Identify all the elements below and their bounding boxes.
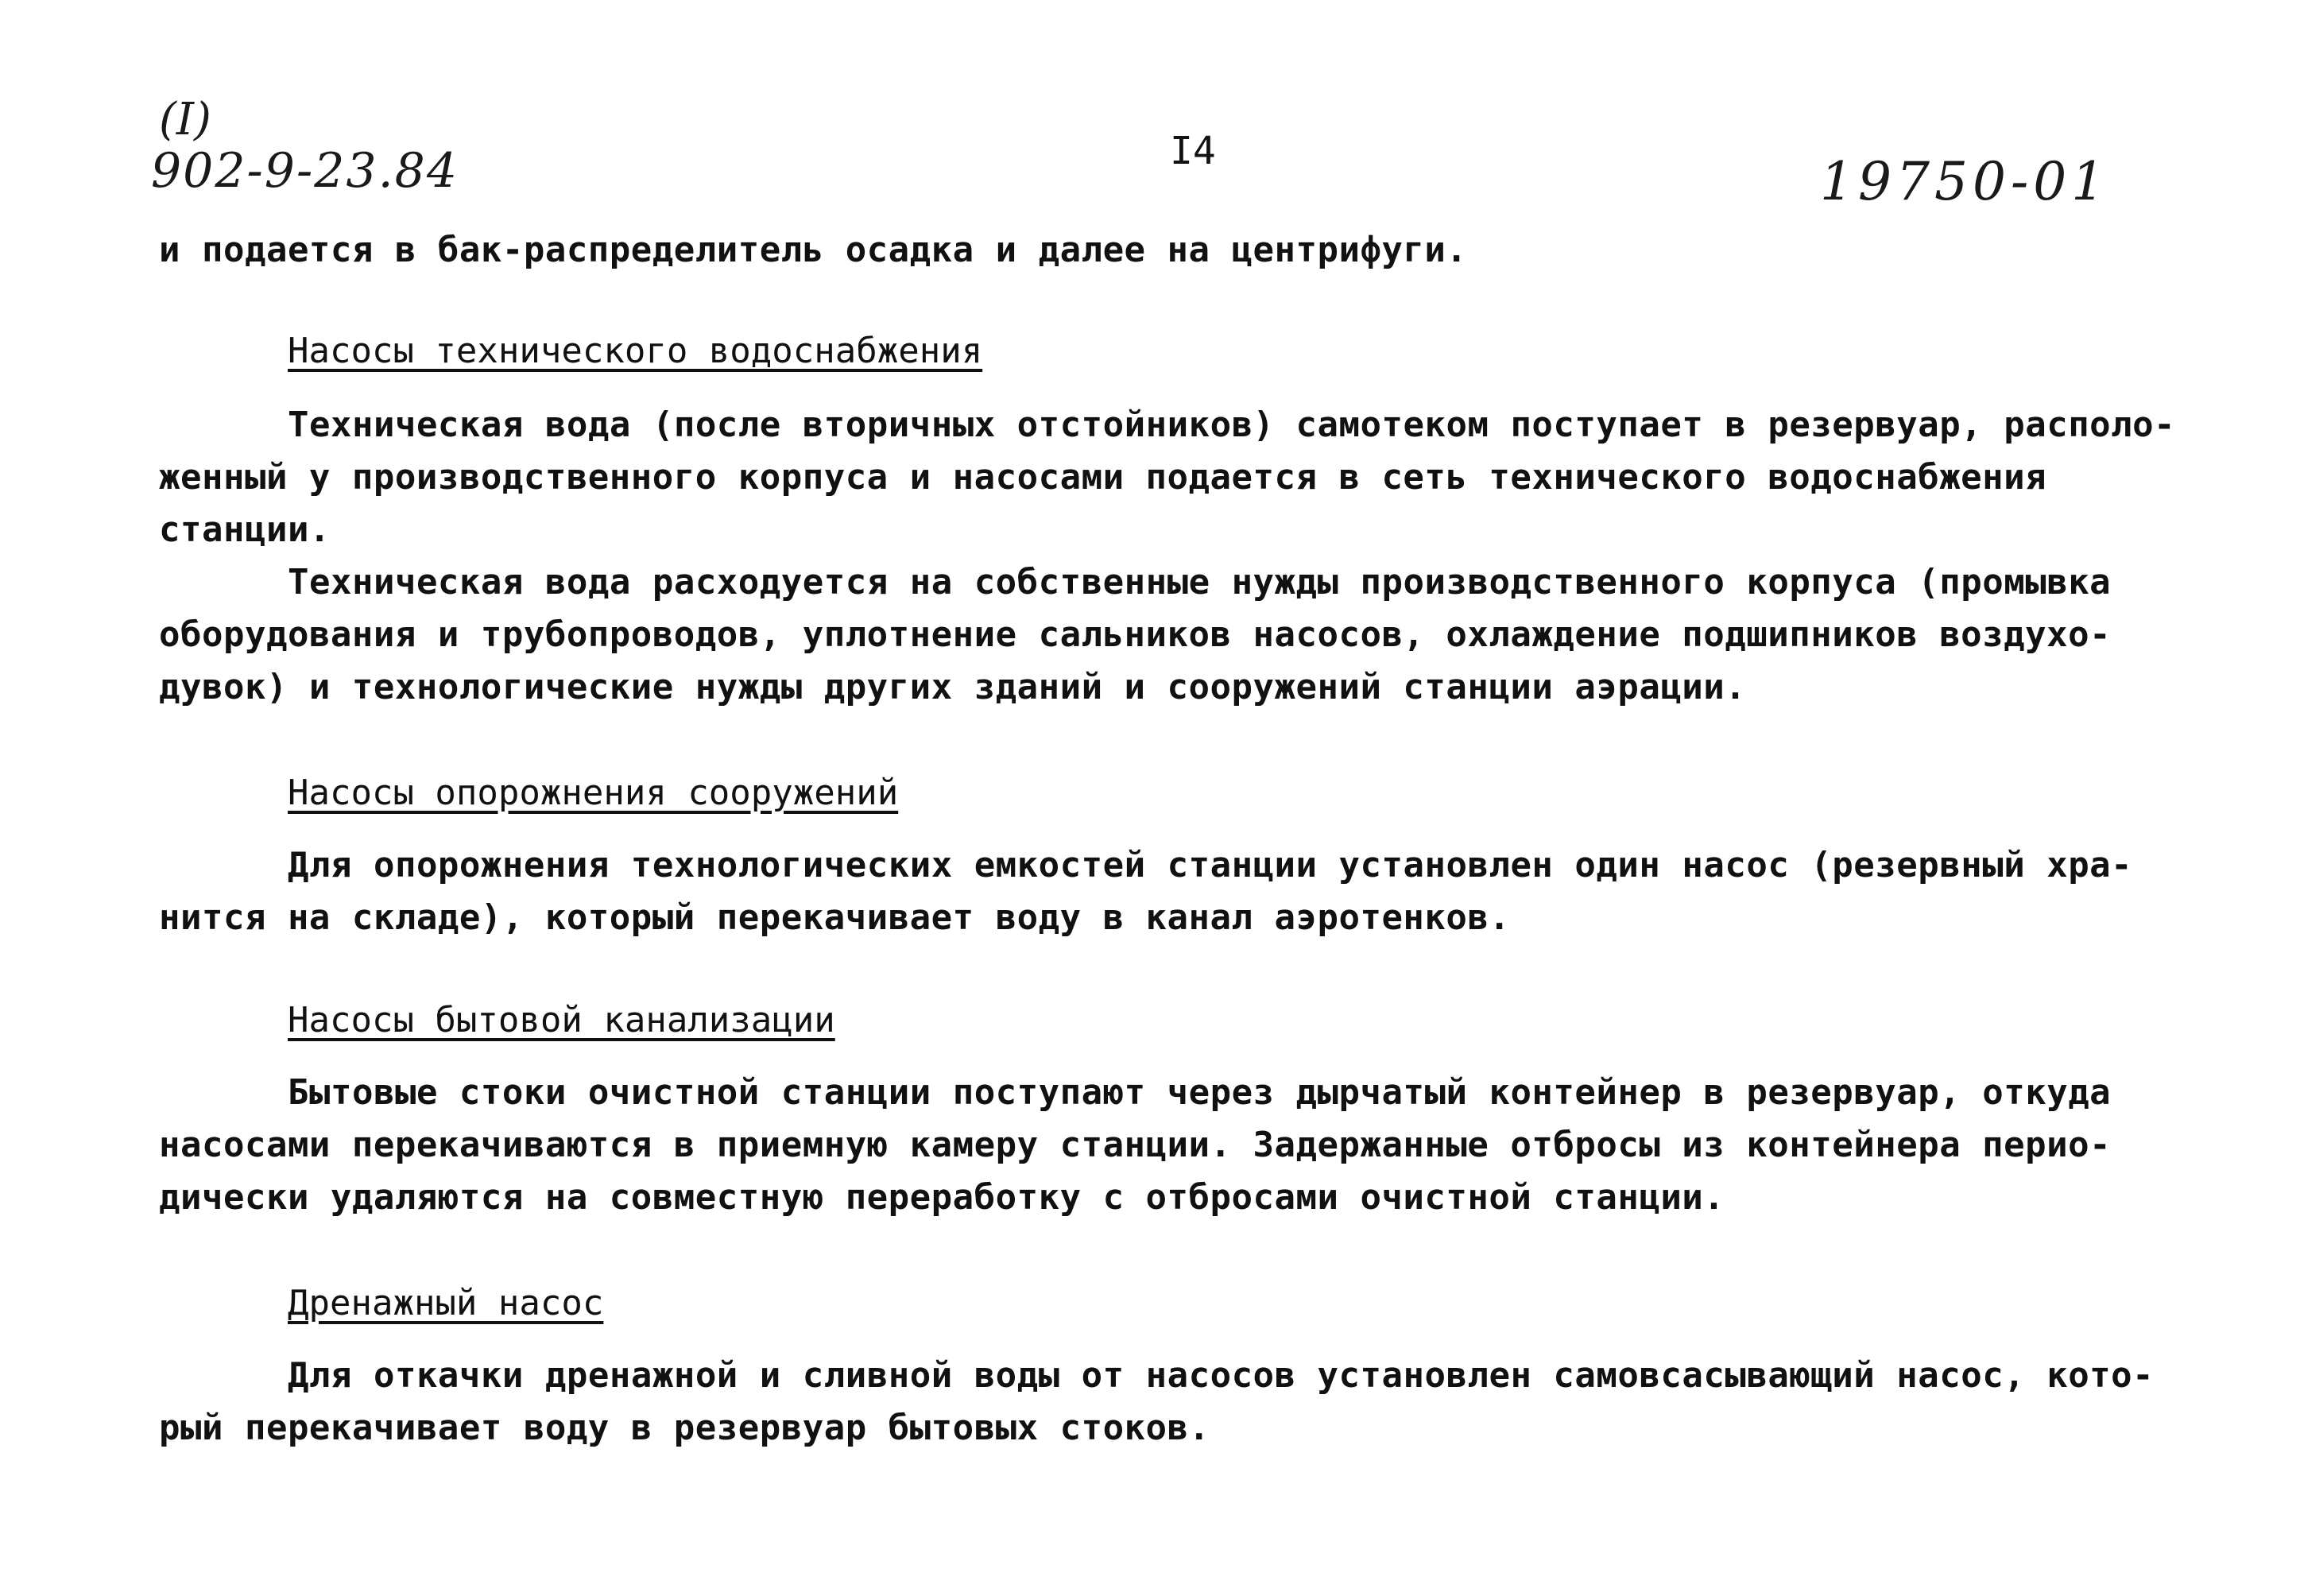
paragraph-line: дически удаляются на совместную переработку с отбросами очистной станции. [159,1177,1725,1218]
paragraph-line: Бытовые стоки очистной станции поступают через дырчатый контейнер в резервуар, откуда [288,1072,2112,1113]
paragraph-line: Для откачки дренажной и сливной воды от насосов установлен самовсасывающий насос, кото- [288,1355,2155,1396]
paragraph-line: женный у производственного корпуса и насосами подается в сеть технического водоснабжения [159,457,2047,498]
paragraph [159,556,2194,714]
paragraph-line: Техническая вода (после вторичных отстойников) самотеком поступает в резервуар, располо- [288,405,2176,445]
paragraph-line: рый перекачивает воду в резервуар бытовых стоков. [159,1408,1210,1448]
paragraph-line: дувок) и технологические нужды других зданий и сооружений станции аэрации. [159,667,1747,707]
intro-paragraph [159,224,2194,277]
paragraph-line: Техническая вода расходуется на собственные нужды производственного корпуса (промывка [288,562,2112,602]
paragraph [159,839,2194,944]
page-number: I4 [1170,129,1216,173]
section-heading: Дренажный насос [288,1283,604,1323]
handwritten-mark: (I) [159,94,211,145]
paragraph-line: Для опорожнения технологических емкостей станции установлен один насос (резервный хра- [288,845,2133,885]
intro-line: и подается в бак-распределитель осадка и далее на центрифуги. [159,230,1468,270]
handwritten-document-number: 19750-01 [1820,151,2110,212]
paragraph-line: станции. [159,509,331,550]
paragraph [159,1067,2194,1224]
paragraph-line: оборудования и трубопроводов, уплотнение сальников насосов, охлаждение подшипников воздухо- [159,614,2112,655]
section-heading: Насосы бытовой канализации [288,1000,835,1040]
paragraph-line: насосами перекачиваются в приемную камеру станции. Задержанные отбросы из контейнера перио- [159,1125,2112,1165]
paragraph [159,1350,2194,1455]
handwritten-project-code: 902-9-23.84 [151,143,459,199]
paragraph [159,399,2194,556]
section-heading: Насосы опорожнения сооружений [288,773,899,813]
paragraph-line: нится на складе), который перекачивает воду в канал аэротенков. [159,897,1511,938]
section-heading: Насосы технического водоснабжения [288,331,983,371]
